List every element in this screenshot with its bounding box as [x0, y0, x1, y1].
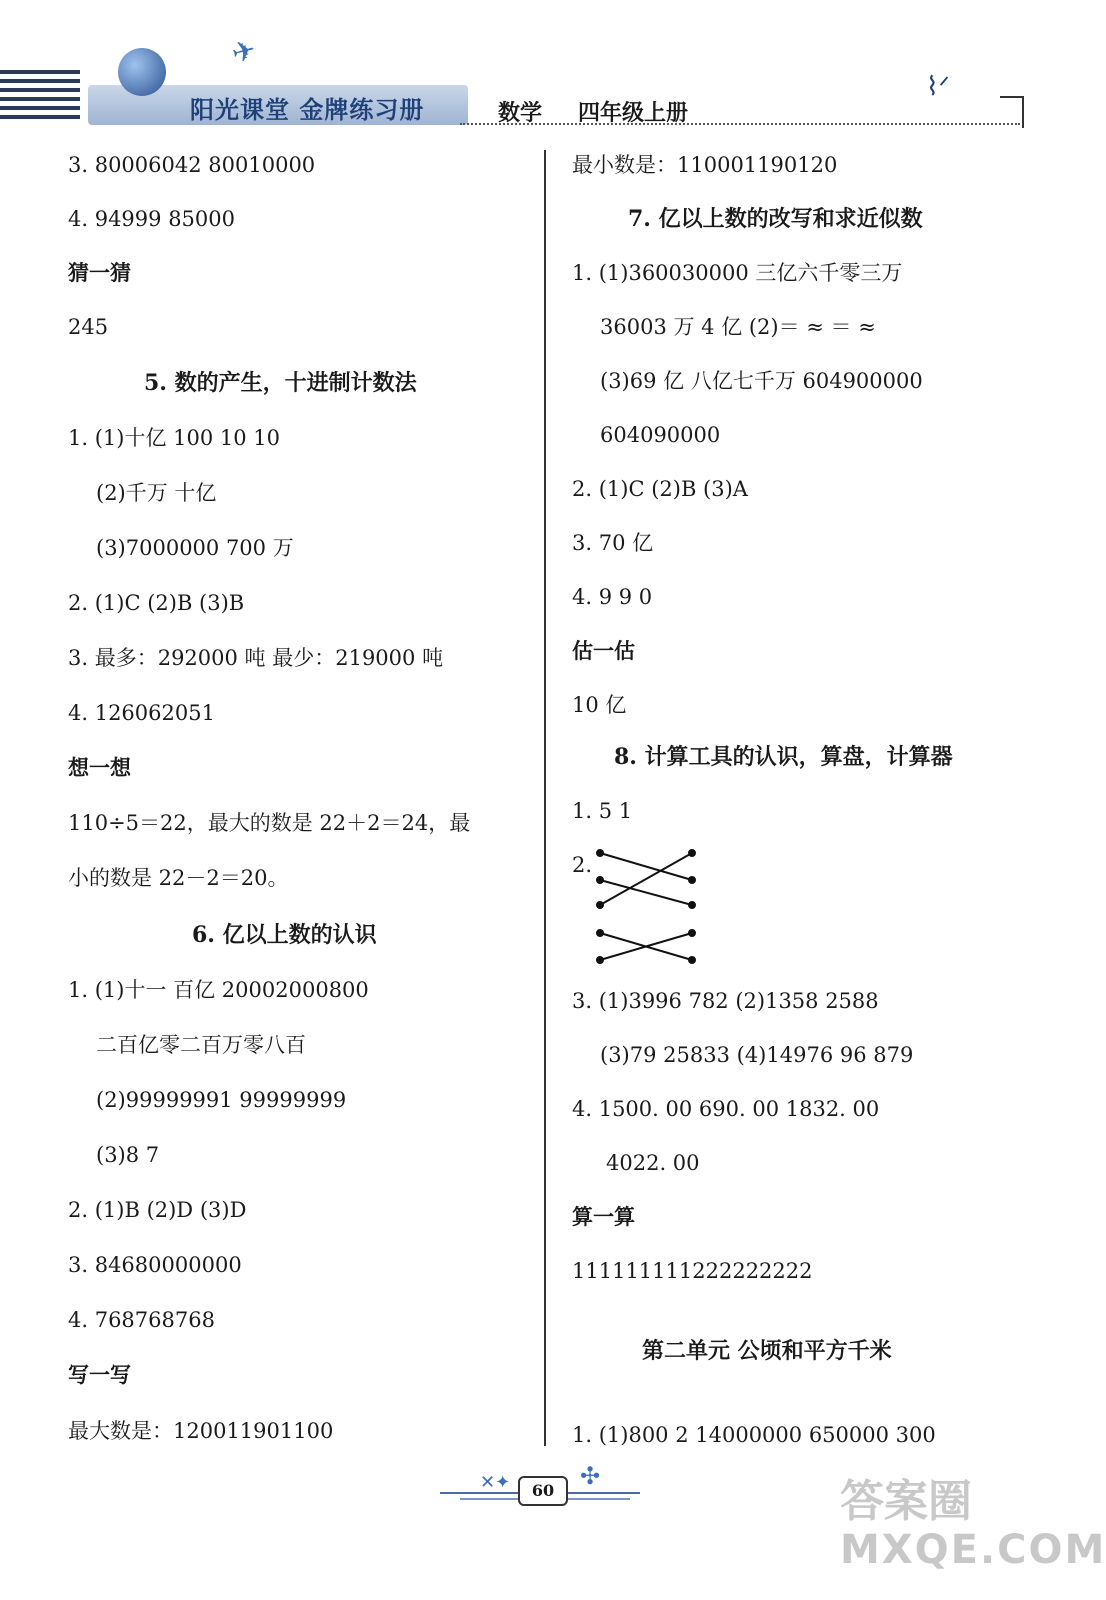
watermark [840, 1478, 1106, 1574]
grade-label: 四年级上册 [578, 100, 689, 126]
answer-line: 2. (1)C (2)B (3)B [68, 591, 245, 615]
subsection-title: 算一算 [572, 1204, 635, 1229]
subsection-title: 想一想 [68, 755, 131, 780]
pinwheel-icon: ✣ [580, 1462, 601, 1490]
section-title: 5. 数的产生，十进制计数法 [144, 370, 417, 396]
section-title: 8. 计算工具的认识，算盘，计算器 [614, 744, 953, 770]
answer-line: 1. (1)十一 百亿 20002000800 [68, 978, 369, 1002]
page-number: 60 [518, 1476, 568, 1506]
answer-line: 2. [572, 853, 593, 877]
page-header [0, 32, 1059, 140]
header-stripes [0, 70, 80, 130]
subsection-title: 猜一猜 [68, 260, 131, 285]
paper-plane-icon: ✈ [228, 32, 260, 71]
answer-line: 1. 5 1 [572, 799, 633, 823]
series-title: 阳光课堂 金牌练习册 [190, 95, 425, 124]
match-line [600, 853, 692, 905]
answer-line: 245 [68, 315, 109, 339]
answer-line: 604090000 [600, 423, 721, 447]
subsection-title: 估一估 [572, 638, 635, 663]
answer-line: 4. 126062051 [68, 701, 215, 725]
watermark-url: MXQE.COM [840, 1527, 1106, 1573]
answer-line: 3. 84680000000 [68, 1253, 242, 1277]
answer-line: 4022. 00 [606, 1151, 700, 1175]
match-line [600, 880, 692, 905]
header-dotted-line [460, 123, 1020, 125]
answer-line: 最大数是：120011901100 [68, 1419, 334, 1443]
header-corner-decoration [1000, 96, 1024, 128]
answer-line: 3. (1)3996 782 (2)1358 2588 [572, 989, 879, 1013]
birds-icon: ⌇ᐟ [926, 72, 950, 102]
section-title: 6. 亿以上数的认识 [192, 922, 377, 948]
answer-line: 4. 768768768 [68, 1308, 215, 1332]
watermark-logo-text: 答案圈 [840, 1476, 972, 1527]
subsection-title: 写一写 [68, 1362, 131, 1387]
answer-line: (3)8 7 [96, 1143, 160, 1167]
answer-line: 111111111222222222 [572, 1259, 813, 1283]
answer-line: 10 亿 [572, 693, 627, 717]
star-icon: ✕✦ [480, 1472, 511, 1493]
answer-line: 36003 万 4 亿 (2)＝ ≈ ＝ ≈ [600, 315, 876, 339]
answer-line: 1. (1)360030000 三亿六千零三万 [572, 261, 903, 285]
page-footer [440, 1462, 660, 1512]
answer-line: 小的数是 22－2＝20。 [68, 866, 289, 890]
answer-line: 2. (1)C (2)B (3)A [572, 477, 748, 501]
answer-line: 3. 最多：292000 吨 最少：219000 吨 [68, 646, 444, 670]
answer-line: 1. (1)十亿 100 10 10 [68, 426, 281, 450]
answer-line: (3)69 亿 八亿七千万 604900000 [600, 369, 923, 393]
answer-line: 3. 70 亿 [572, 531, 654, 555]
answer-line: (2)千万 十亿 [96, 481, 217, 505]
answer-line: 110÷5＝22，最大的数是 22＋2＝24，最 [68, 811, 471, 835]
matching-lines-diagram [592, 845, 702, 965]
answer-line: 4. 94999 85000 [68, 207, 235, 231]
answer-line: 4. 9 9 0 [572, 585, 653, 609]
answer-line: (3)7000000 700 万 [96, 536, 294, 560]
answer-line: 2. (1)B (2)D (3)D [68, 1198, 247, 1222]
globe-icon [118, 48, 166, 96]
answer-line: 二百亿零二百万零八百 [96, 1033, 306, 1057]
column-divider [544, 150, 546, 1446]
subject-label: 数学 [498, 100, 543, 126]
match-line [600, 853, 692, 880]
answer-line: (2)99999991 99999999 [96, 1088, 347, 1112]
answer-line: 3. 80006042 80010000 [68, 153, 316, 177]
section-title: 7. 亿以上数的改写和求近似数 [628, 206, 923, 232]
answer-line: 1. (1)800 2 14000000 650000 300 [572, 1423, 936, 1447]
answer-line: 最小数是：110001190120 [572, 153, 838, 177]
unit-title: 第二单元 公顷和平方千米 [642, 1338, 892, 1364]
answer-line: 4. 1500. 00 690. 00 1832. 00 [572, 1097, 880, 1121]
answer-line: (3)79 25833 (4)14976 96 879 [600, 1043, 914, 1067]
